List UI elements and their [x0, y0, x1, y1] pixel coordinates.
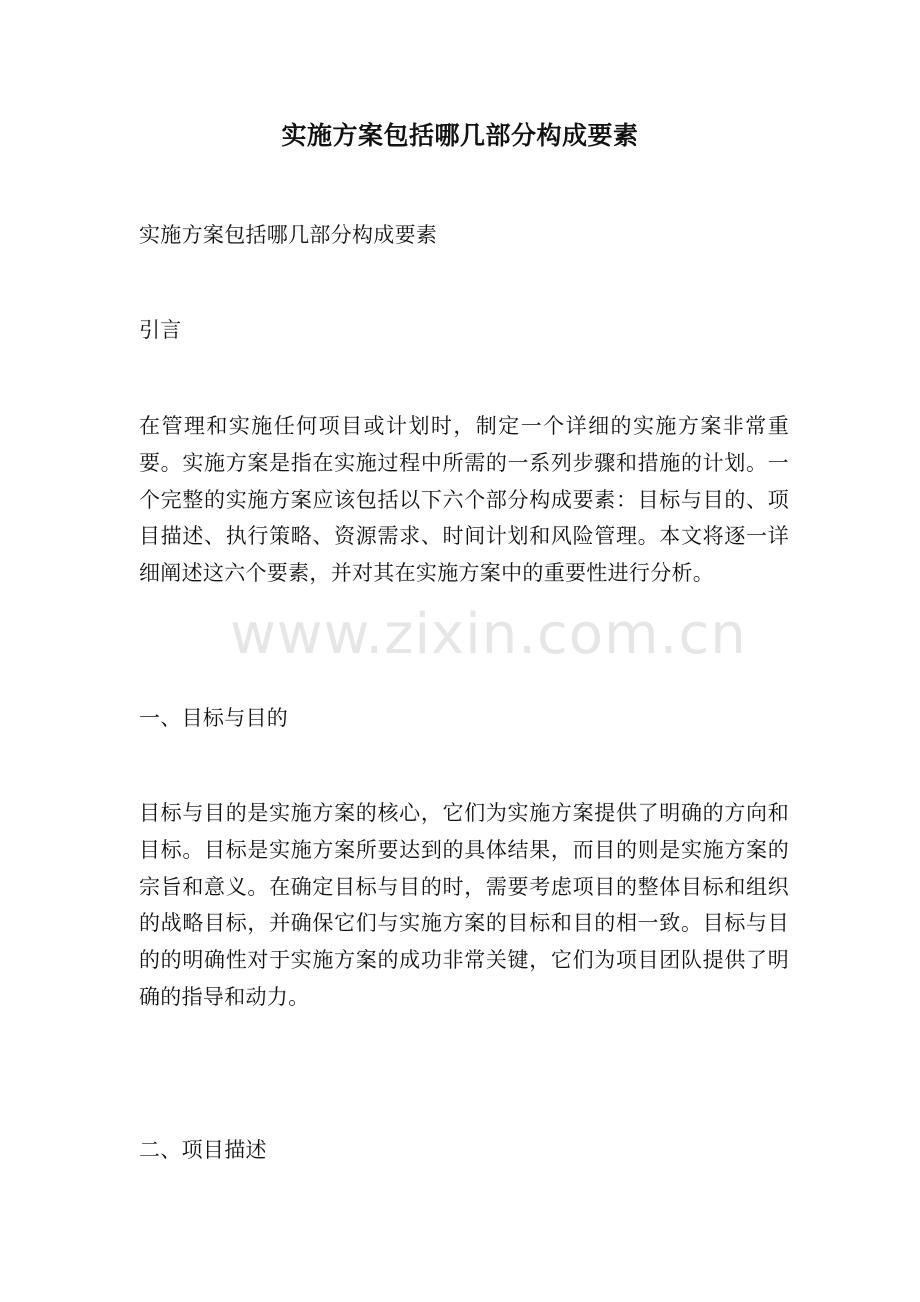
intro-heading: 引言 [139, 318, 182, 342]
section-2-heading: 二、项目描述 [139, 1138, 267, 1162]
watermark: www.zixin.com.cn [230, 602, 747, 667]
section-1-heading: 一、目标与目的 [139, 706, 289, 730]
document-title: 实施方案包括哪几部分构成要素 [281, 121, 639, 150]
intro-paragraph: 在管理和实施任何项目或计划时，制定一个详细的实施方案非常重要。实施方案是指在实施过程中所需的一系列步骤和措施的计划。一个完整的实施方案应该包括以下六个部分构成要素：目标与目的、项目描述、执行策略、资源需求、时间计划和风险管理。本文将逐一详细阐述这六个要素，并对其在实施方案中的重要性进行分析。 [139, 414, 789, 586]
section-1-paragraph: 目标与目的是实施方案的核心，它们为实施方案提供了明确的方向和目标。目标是实施方案所要达到的具体结果，而目的则是实施方案的宗旨和意义。在确定目标与目的时，需要考虑项目的整体目标和组织的战略目标，并确保它们与实施方案的目标和目的相一致。目标与目的的明确性对于实施方案的成功非常关键，它们为项目团队提供了明确的指导和动力。 [139, 801, 789, 1009]
document-subtitle: 实施方案包括哪几部分构成要素 [139, 223, 438, 247]
